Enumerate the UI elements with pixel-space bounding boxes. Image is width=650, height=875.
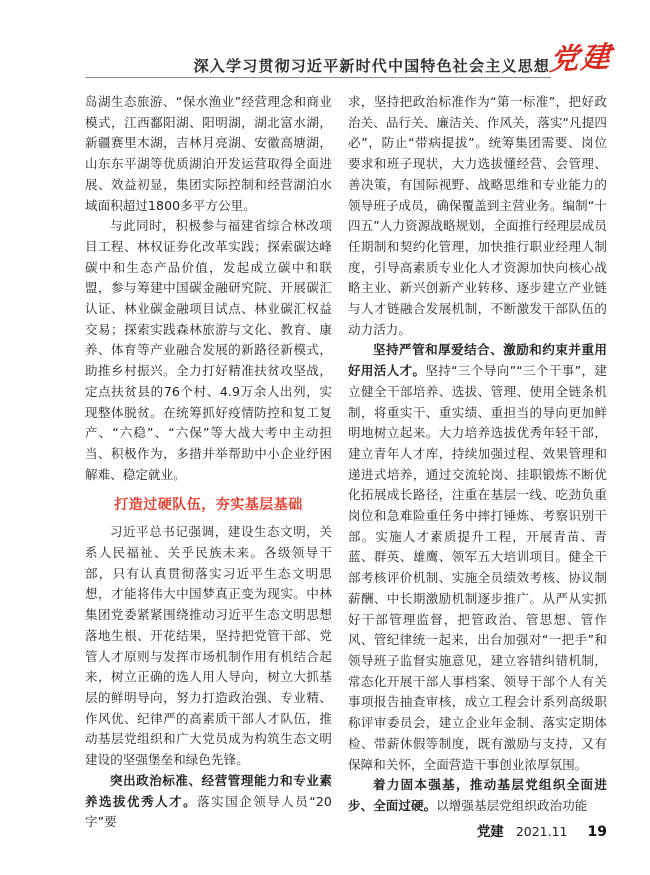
paragraph-lake-operations: 岛湖生态旅游、“保水渔业”经营理念和商业模式，江西鄱阳湖、阳明湖，湖北富水湖，新疆赛里木湖，吉林月亮湖、安徽高塘湖，山东东平湖等优质湖泊开发运营取得全面进展、效益初显，集团实际控制和经营湖泊水域面积超过1800多平方公里。 xyxy=(85,94,332,213)
header-banner-title: 深入学习贯彻习近平新时代中国特色社会主义思想 xyxy=(193,57,550,75)
paragraph-lead-bold: 突出政治标准、经营管理能力和专业素养选拔优秀人才。 xyxy=(85,772,332,809)
paragraph-political-standard: 求，坚持把政治标准作为“第一标准”，把好政治关、品行关、廉洁关、作风关，落实“凡提四必”，防止“带病提拔”。统筹集团需要、岗位要求和班子现状，大力选拔懂经营、会管理、善决策，有国际视野、战略思维和专业能力的领导班子成员，确保覆盖到主营业务。编制“十四五”人力资源战略规划，全面推行经理层成员任期制和契约化管理，加快推行职业经理人制度，引导高素质专业化人才资源加快向核心战略主业、新兴创新产业转移、逐步建立产业链与人才链融合发展机制，不断激发干部队伍的动力活力。 xyxy=(348,94,607,337)
footer-journal-name: 党建 xyxy=(476,824,504,840)
header-rule xyxy=(85,77,551,78)
paragraph-strict-care xyxy=(348,340,607,775)
paragraph-forest-reform: 与此同时，积极参与福建省综合林改项目工程、林权证券化改革实践；探索碳达峰碳中和生态产品价值，发起成立碳中和联盟，参与筹建中国碳金融研究院、开展碳汇认证、林业碳金融项目试点、林业碳汇权益交易；探索实践森林旅游与文化、教育、康养、体育等产业融合发展的新路径新模式，助推乡村振兴。全力打好精准扶贫攻坚战，定点扶贫县的76个村、4.9万余人出列，实现整体脱贫。在统筹抓好疫情防控和复工复产、“六稳”、“六保”等大战大考中主动担当、积极作为，多措并举帮助中小企业纾困解难、稳定就业。 xyxy=(85,218,332,482)
column-left xyxy=(85,92,332,833)
paragraph-lead-rest: 坚持“三个导向”“三个干事”，建立健全干部培养、选拔、管理、使用全链条机制，将重实干、重实绩、重担当的导向更加鲜明地树立起来。大力培养选拔优秀年轻干部，建立青年人才库，持续加强过程、效果管理和递进式培养，通过交流轮岗、挂职锻炼不断优化拓展成长路径，注重在基层一线、吃劲负重岗位和急难险重任务中摔打锤炼、考察识别干部。实施人才素质提升工程，开展青苗、青蓝、群英、雄鹰、领军五大培训项目。健全干部考核评价机制、实施全员绩效考核、协议制薪酬、中长期激励机制逐步推广。从严从实抓好干部管理监督，把管政治、管思想、管作风、管纪律统一起来，出台加强对“一把手”和领导班子监督实施意见，建立容错纠错机制，常态化开展干部人事档案、领导干部个人有关事项报告抽查审核，成立工程会计系列高级职称评审委员会，建立企业年金制、落实定期体检、带薪休假等制度，既有激励与支持，又有保障和关怀，全面营造干事创业浓厚氛围。 xyxy=(348,363,607,772)
column-right xyxy=(348,92,607,833)
footer-issue: 2021.11 xyxy=(515,824,568,839)
paragraph-talent-selection xyxy=(85,771,332,833)
footer-page-number: 19 xyxy=(587,824,607,840)
paragraph-xi-emphasis: 习近平总书记强调，建设生态文明，关系人民福祉、关乎民族未来。各级领导干部，只有认真贯彻落实习近平生态文明思想，才能将伟大中国梦真正变为现实。中林集团党委紧紧围绕推动习近平生态文明思想落地生根、开花结果，坚持把党管干部、党管人才原则与发挥市场机制作用有机结合起来，树立正确的选人用人导向，树立大抓基层的鲜明导向，努力打造政治强、专业精、作风优、纪律严的高素质干部人才队伍，推动基层党组织和广大党员成为构筑生态文明建设的坚强堡垒和绿色先锋。 xyxy=(85,524,332,768)
paragraph-lead-rest: 落实国企领导人员“20字”要 xyxy=(85,793,332,830)
article-body xyxy=(85,92,607,833)
paragraph-lead-bold: 着力固本强基，推动基层党组织全面进步、全面过硬。 xyxy=(348,777,607,813)
paragraph-lead-bold: 坚持严管和厚爱结合、激励和约束并重用好用活人才。 xyxy=(348,342,607,379)
paragraph-grassroots xyxy=(348,775,607,816)
masthead-logo: 党建 xyxy=(548,39,614,77)
paragraph-lead-rest: 以增强基层党组织政治功能 xyxy=(436,797,588,813)
section-heading: 打造过硬队伍，夯实基层基础 xyxy=(114,497,303,514)
page-footer xyxy=(477,820,607,840)
